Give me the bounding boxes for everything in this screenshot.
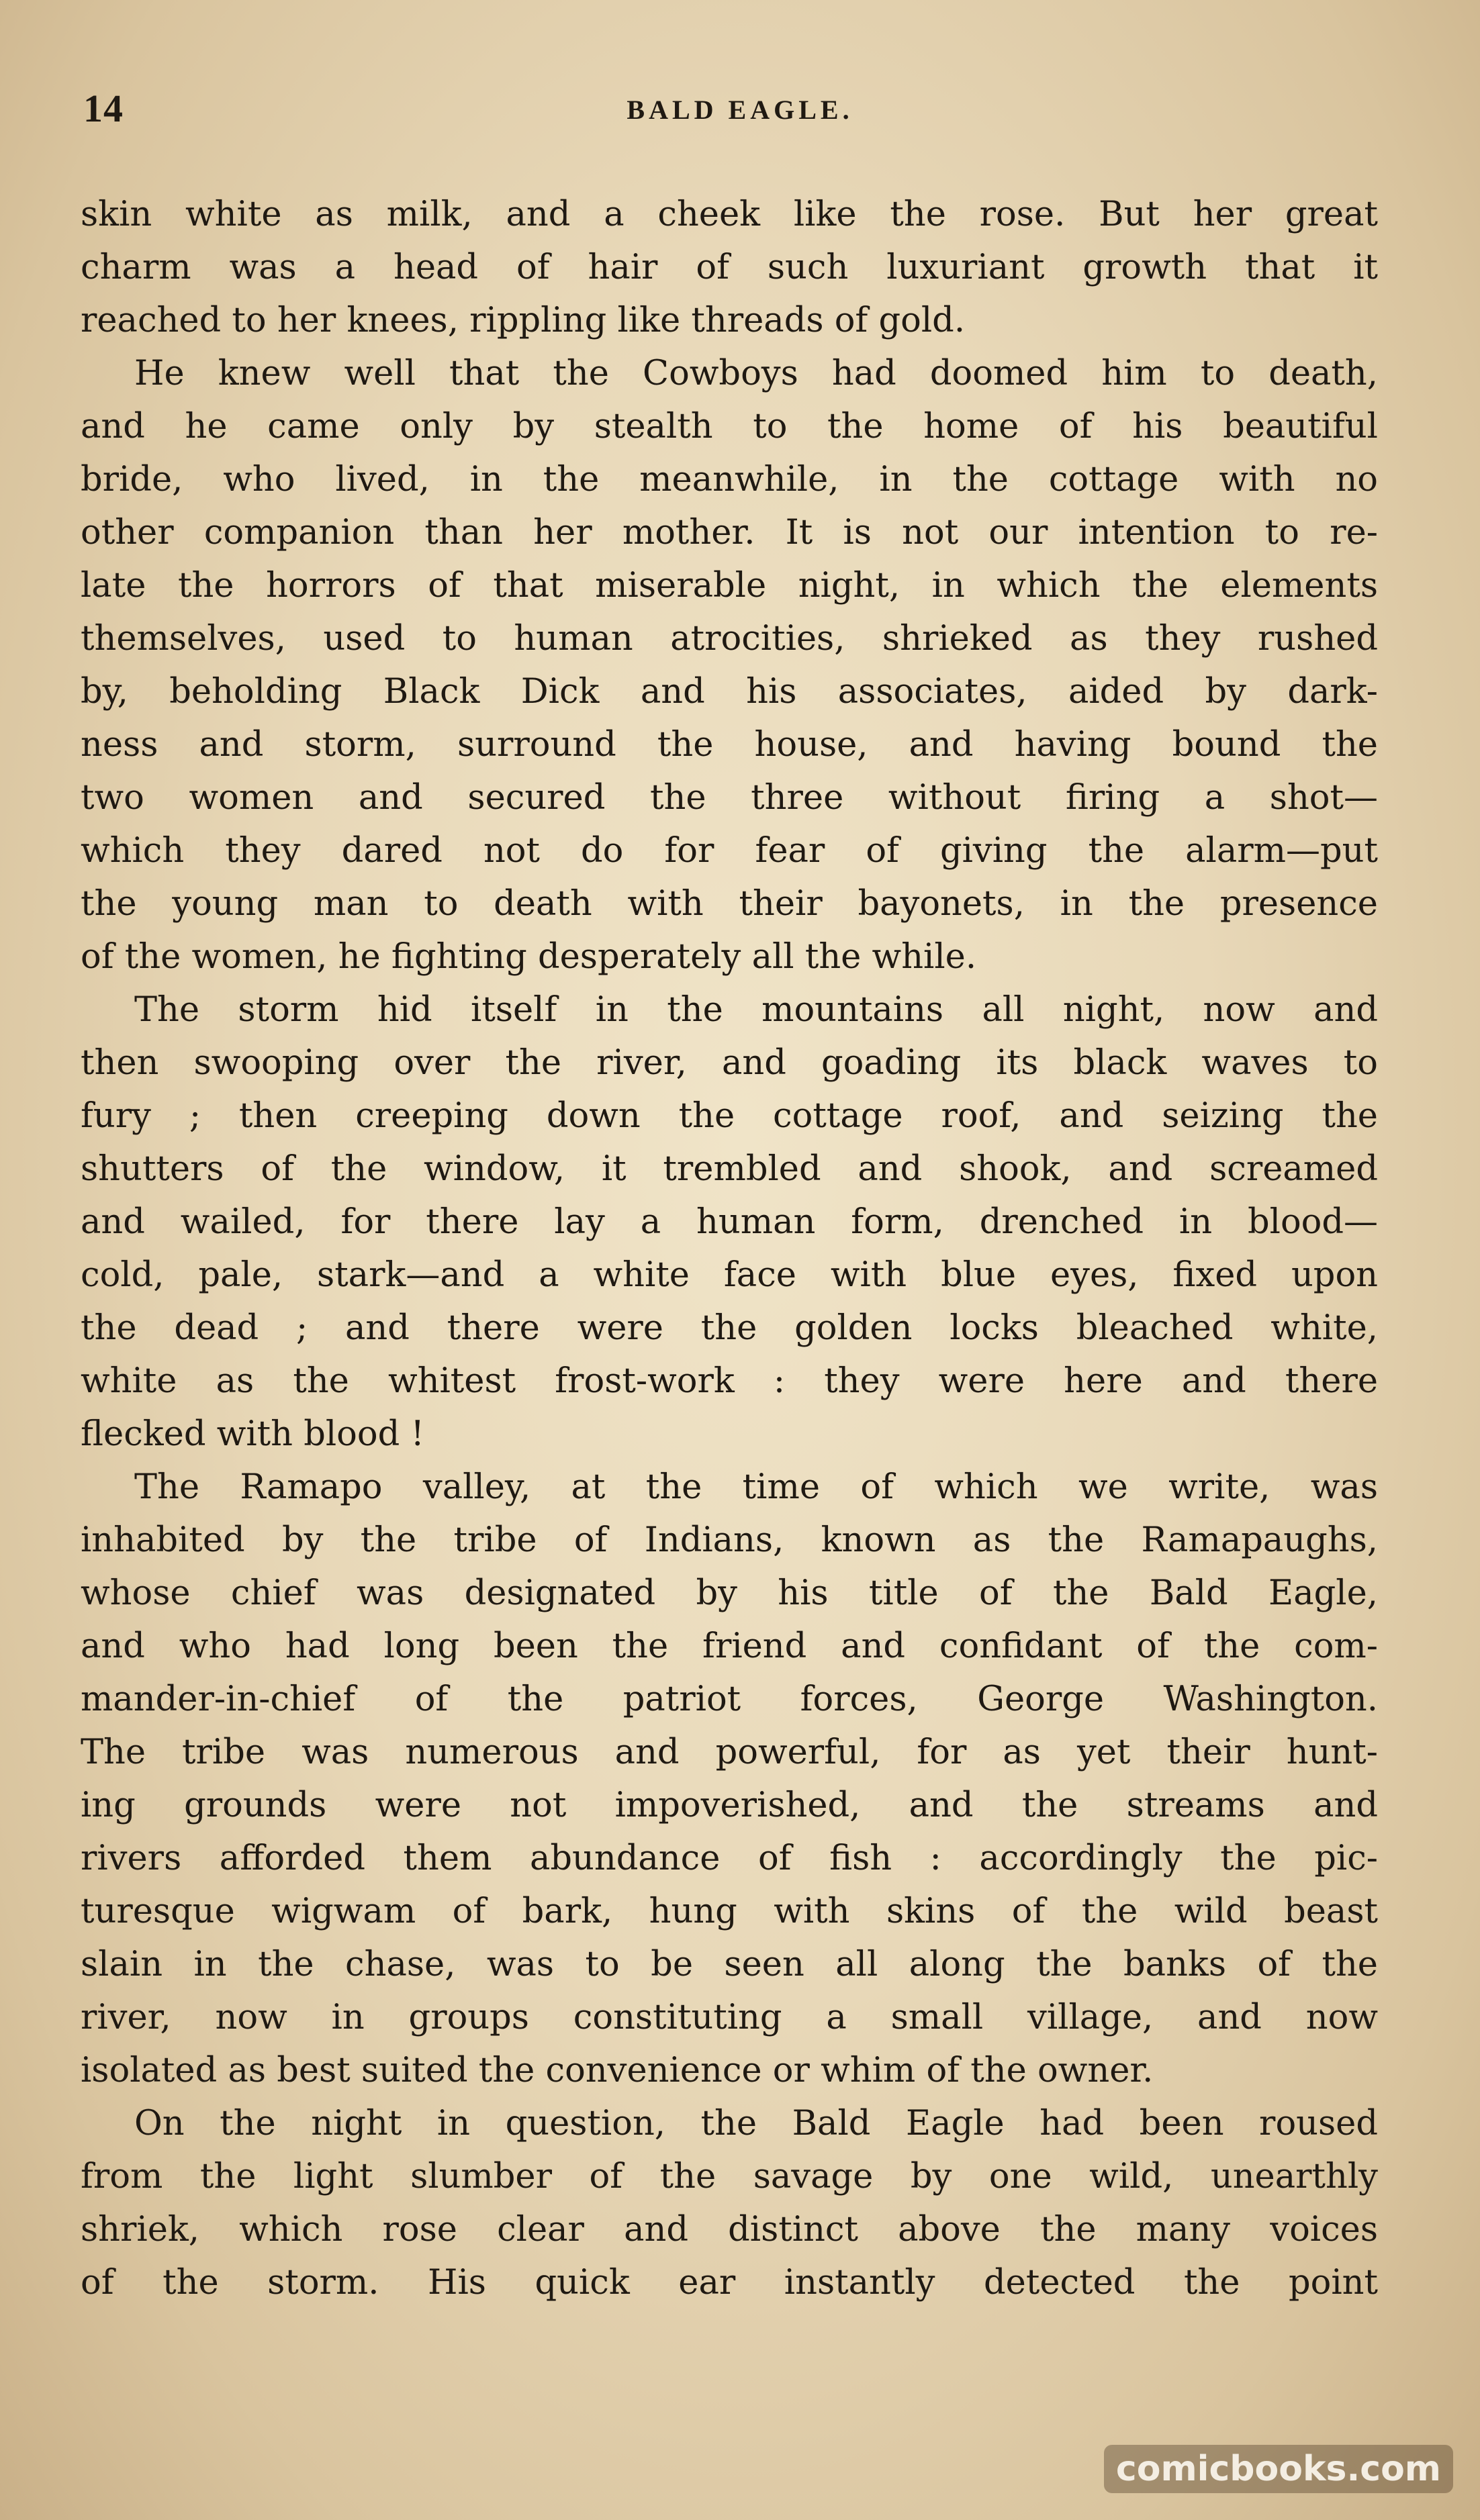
text-line: turesque wigwam of bark, hung with skins of the wild beast: [81, 1892, 1378, 1931]
text-line: inhabited by the tribe of Indians, known as the Ramapaughs,: [81, 1520, 1378, 1560]
text-line: river, now in groups constituting a small village, and now: [81, 1998, 1378, 2037]
text-line: two women and secured the three without firing a shot—: [81, 778, 1378, 818]
paragraph: [81, 1461, 1378, 2097]
text-line: isolated as best suited the convenience or whim of the owner.: [81, 2051, 1154, 2090]
text-line: the dead ; and there were the golden locks bleached white,: [81, 1308, 1378, 1348]
text-line: The tribe was numerous and powerful, for as yet their hunt-: [81, 1733, 1378, 1772]
text-line: He knew well that the Cowboys had doomed him to death,: [134, 354, 1378, 393]
text-line: ness and storm, surround the house, and having bound the: [81, 725, 1378, 765]
text-line: flecked with blood !: [81, 1414, 424, 1454]
text-line: The Ramapo valley, at the time of which we write, was: [134, 1467, 1378, 1507]
watermark-text: comicbooks.com: [1104, 2445, 1453, 2493]
text-line: themselves, used to human atrocities, shrieked as they rushed: [81, 619, 1378, 659]
text-line: On the night in question, the Bald Eagle had been roused: [134, 2104, 1378, 2143]
text-line: ing grounds were not impoverished, and the streams and: [81, 1786, 1378, 1825]
text-line: skin white as milk, and a cheek like the rose. But her great: [81, 195, 1378, 234]
text-line: cold, pale, stark—and a white face with blue eyes, fixed upon: [81, 1255, 1378, 1295]
text-line: reached to her knees, rippling like threads of gold.: [81, 301, 966, 340]
text-line: The storm hid itself in the mountains all night, now and: [134, 990, 1378, 1030]
text-line: of the storm. His quick ear instantly detected the point: [81, 2263, 1378, 2303]
paragraph: [81, 188, 1378, 347]
text-line: other companion than her mother. It is not our intention to re-: [81, 513, 1378, 552]
body-text: [81, 188, 1378, 2309]
paragraph: [81, 347, 1378, 983]
text-line: mander-in-chief of the patriot forces, George Washington.: [81, 1680, 1378, 1719]
text-line: late the horrors of that miserable night, in which the elements: [81, 566, 1378, 605]
page-number: 14: [83, 87, 124, 130]
text-line: charm was a head of hair of such luxuriant growth that it: [81, 248, 1378, 287]
text-line: fury ; then creeping down the cottage roof, and seizing the: [81, 1096, 1378, 1136]
text-line: by, beholding Black Dick and his associates, aided by dark-: [81, 672, 1378, 712]
text-line: whose chief was designated by his title of the Bald Eagle,: [81, 1573, 1378, 1613]
text-line: and wailed, for there lay a human form, drenched in blood—: [81, 1202, 1378, 1242]
text-line: and who had long been the friend and confidant of the com-: [81, 1627, 1378, 1666]
text-line: white as the whitest frost-work : they were here and there: [81, 1361, 1378, 1401]
text-line: rivers afforded them abundance of fish : accordingly the pic-: [81, 1839, 1378, 1878]
text-line: shriek, which rose clear and distinct above the many voices: [81, 2210, 1378, 2249]
paragraph: [81, 983, 1378, 1461]
text-line: slain in the chase, was to be seen all along the banks of the: [81, 1945, 1378, 1984]
text-line: of the women, he fighting desperately all the while.: [81, 937, 977, 977]
text-line: then swooping over the river, and goading its black waves to: [81, 1043, 1378, 1083]
paragraph: [81, 2097, 1378, 2309]
text-line: bride, who lived, in the meanwhile, in the cottage with no: [81, 460, 1378, 499]
text-line: which they dared not do for fear of giving the alarm—put: [81, 831, 1378, 871]
text-line: and he came only by stealth to the home of his beautiful: [81, 407, 1378, 446]
text-line: the young man to death with their bayonets, in the presence: [81, 884, 1378, 924]
text-line: shutters of the window, it trembled and shook, and screamed: [81, 1149, 1378, 1189]
text-line: from the light slumber of the savage by one wild, unearthly: [81, 2157, 1378, 2196]
running-head: BALD EAGLE.: [627, 95, 853, 125]
